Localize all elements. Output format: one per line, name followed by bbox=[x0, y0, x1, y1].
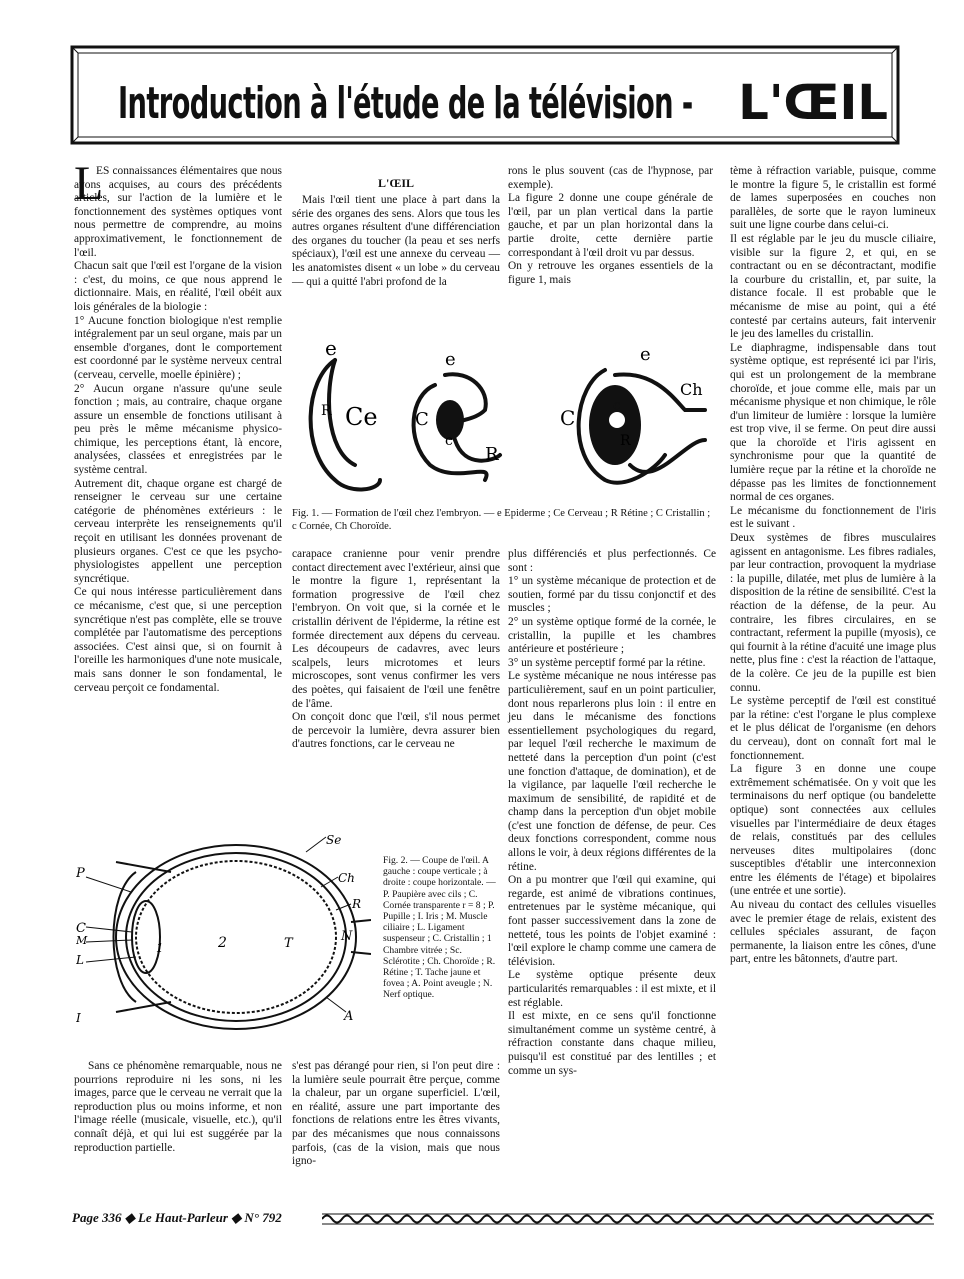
fig2-label-c: C bbox=[76, 921, 86, 936]
column-1-text: ES connaissances élémentaires que nous avons acquises, au cours des précédents articles, sur l'action de la lumière et le fonctionnement des systèmes optiques vont nous permettre de comprendre, au moins approximativement, le fonctionnement de l'œil. Chacun sait que l'œil est l'organe de la vision : c'est, du moins, ce que nous apprend le dictionnaire. Mais, en réalité, l'œil obéit aux lois générales de la biologie : 1° Aucune fonction biologique n'est remplie intégralement par un seul organe, mais par un ensemble d'organes, dont le comportement est coordonné par le système nerveux central (cerveau, cervelle, moelle épinière) ; 2° Aucun organe n'assure qu'une seule fonction ; mais, au contraire, chaque organe assure un ensemble de fonctions utilisant à peu près le même mécanisme physico-chimique, les perceptions étant, là encore, analysées, classées et enregistrées par le système central. Autrement dit, chaque organe est chargé de renseigner le cerveau sur une certaine catégorie de phénomènes extérieurs : le cerveau interprète les renseignements qu'il reçoit en utilisant les données provenant de plusieurs organes. C'est ce que les psycho-physiologistes appellent une perception syncrétique. Ce qui nous intéresse particulièrement dans ce mécanisme, c'est que, si une perception syncrétique n'est pas complète, elle se trouve complétée par l'automatisme des perceptions associées. C'est ainsi que, si on fournit à l'oreille les harmoniques d'une note musicale, mais sans donner le son fondamental, le cerveau perçoit ce fondamental. bbox=[74, 165, 282, 694]
fig2-label-r: R bbox=[352, 897, 362, 911]
fig2-label-se: Se bbox=[326, 833, 342, 847]
fig1-label-e3: e bbox=[640, 344, 651, 365]
fig1-label-ce: Ce bbox=[345, 403, 378, 431]
column-3-top-text: rons le plus souvent (cas de l'hypnose, par exemple). La figure 2 donne une coupe générale de l'œil, par un plan vertical dans la partie gauche, et par un plan horizontal dans la partie droite, cette dernière partie correspondant à l'œil droit vu par dessus. On y retrouve les organes essentiels de la figure 1, mais bbox=[508, 165, 713, 286]
fig2-label-l: L bbox=[76, 953, 84, 967]
column-2-mid-text: carapace cranienne pour venir prendre contact directement avec l'extérieur, ainsi que le montre la figure 1, représentant la formation progressive de l'œil chez l'embryon. On voit que, si la cornée et le cristallin dérivent de l'épiderme, la rétine est formée directement aux dépens du cerveau. Les découpeurs de cadavres, avec leurs scalpels, leurs microtomes et leurs microscopes, sont venus confirmer les vers des poètes, qui faisaient de l'œil une fenêtre de l'âme. On conçoit donc que l'œil, s'il nous permet de percevoir la lumière, devra assurer bien d'autres fonctions, car le cerveau ne bbox=[292, 548, 500, 751]
section-heading: L'ŒIL bbox=[377, 176, 414, 190]
fig1-label-e: e bbox=[325, 336, 337, 360]
footer-diamond-icon: ◆ bbox=[231, 1210, 242, 1225]
fig2-label-i: I bbox=[76, 1011, 81, 1025]
title-main: Introduction à l'étude de la télévision - bbox=[118, 77, 693, 129]
fig1-label-e2: e bbox=[445, 349, 456, 370]
column-3-mid-text: plus différenciés et plus perfectionnés. Ce sont : 1° un système mécanique de protection et de soutien, formé par du tissu conjonctif et des muscles ; 2° un système optique formé de la cornée, le cristallin, la pupille et les chambres antérieure et postérieure ; 3° un système perceptif formé par la rétine. Le système mécanique ne nous intéresse pas particulièrement, sauf en un point particulier, dont nous reparlerons plus loin : il entre en jeu dans le mécanisme des fonctions essentiellement psychologiques du regard, par lequel l'œil recherche le maximum de netteté dans la perception d'un point (c'est une fonction d'attaque, de domination), et de la vigilance, par laquelle l'œil recherche le maximum de sensibilité, de rapidité et de champ dans la perception d'un objet mobile (c'est une fonction de défense, de peur. Ces deux fonctions correspondent, comme nous allons le voir, à deux régions différentes de la rétine. On a pu montrer que l'œil qui examine, qui regarde, est animé de vibrations continues, entretenues par le système mécanique, qui font passer successivement dans la zone de netteté, tous les points de l'objet examiné : l'œil explore le champ comme une camera de télévision. Le système optique présente deux particularités remarquables : il est mixte, et il est réglable. Il est mixte, en ce sens qu'il fonctionne simultanément comme un système centré, à réfraction constante dans chaque milieu, puisqu'il est constitué par des lentilles ; et comme un sys- bbox=[508, 548, 716, 1077]
page-title bbox=[118, 58, 888, 148]
fig2-label-p: P bbox=[76, 866, 85, 881]
drop-cap: L bbox=[74, 157, 104, 210]
figure-1-embryo-eye bbox=[295, 330, 715, 505]
fig1-label-c3: C bbox=[560, 406, 576, 430]
figure-2-caption: Fig. 2. — Coupe de l'œil. A gauche : coupe verticale ; à droite : coupe horizontale. — P. Paupière avec cils ; C. Cornée transparente r = 8 ; P. Pupille ; I. Iris ; M. Muscle ciliaire ; L. Ligament suspenseur ; C. Cristallin ; 1 Chambre vitrée ; Sc. Sclérotite ; Ch. Choroïde ; R. Rétine ; T. Tache jaune et fovea ; A. Point aveugle ; N. Nerf optique. bbox=[383, 855, 496, 1001]
fig1-label-r3: R bbox=[620, 433, 631, 449]
fig1-label-c2: c bbox=[445, 433, 453, 449]
figure-2-eye-section bbox=[76, 832, 371, 1037]
footer-magazine: Le Haut-Parleur bbox=[137, 1210, 228, 1225]
column-4-text: tème à réfraction variable, puisque, comme le montre la figure 5, le cristallin est formé de lames superposées en couches non parallèles, de sorte que le rayon lumineux suit une ligne courbe dans celui-ci. Il est réglable par le jeu du muscle ciliaire, visible sur la figure 2, et qui, en se contractant ou en se décontractant, modifie la courbure du cristallin, et, par suite, la distance focale. Il est probable que le mécanisme de mise au point, qui a été contesté par certains auteurs, fait intervenir le jeu des lamelles du cristallin. Le diaphragme, indispensable dans tout système optique, est représenté ici par l'iris, qui est un prolongement de la membrane choroïde, et joue comme elle, mais par un mécanisme physique et non chimique, le rôle d'un limiteur de lumière : lorsque la lumière est trop vive, il se ferme. On peut dire aussi que la choroïde et l'iris agissent en synchronisme pour que la quantité de lumière reçue par la rétine et la choroïde ne dépasse pas les limites de fonctionnement normal de ces organes. Le mécanisme du fonctionnement de l'iris est le suivant . Deux systèmes de fibres musculaires agissent en antagonisme. Les fibres radiales, par leur contraction, provoquent la mydriase : la pupille, dilatée, met plus de lumière à la disposition de la rétine de sensibilité. C'est la réaction de la défense, de la peur. Au contraire, les fibres circulaires, en se contractant, referment la pupille (myosis), ce qui fournit à la rétine d'acuité une image plus nette, plus fine : c'est la réaction de l'attaque, de la colère. Ce jeu de la pupille est bien connu. Le système perceptif de l'œil est constitué par la rétine: c'est l'organe le plus complexe et le plus délicat de l'organisme (en dehors du cerveau), dont on connaît fort mal le fonctionnement. La figure 3 en donne une coupe extrêmement schématisée. On y voit que les terminaisons du nerf optique (ou bandelette optique) sont connectées aux cellules visuelles par l'intermédiaire de deux étages de relais, constitués par des cellules nerveuses dites multipolaires (donc susceptibles d'établir une interconnexion entre les éléments de l'étage) et bipolaires (une entrée et une sortie). Au niveau du contact des cellules visuelles avec le premier étage de relais, existent des cellules spéciales assurant, de façon permanente, la liaison entre les cônes, d'une part, entre les bâtonnets, d'autre part. bbox=[730, 165, 936, 966]
footer-page: Page 336 bbox=[72, 1210, 122, 1225]
footer bbox=[72, 1210, 282, 1226]
fig2-label-t: T bbox=[284, 936, 293, 951]
fig1-label-r2: R bbox=[485, 444, 499, 465]
fig2-label-m: M bbox=[76, 934, 88, 947]
fig2-label-n: N bbox=[341, 929, 353, 944]
column-2-top-text: Mais l'œil tient une place à part dans la série des organes des sens. Alors que tous les autres organes résultent d'une différenciation des organes du toucher (la peau et ses nerfs spéciaux), l'œil est une annexe du cerveau — les anatomistes disent « un lobe » du cerveau — qui a quitté l'abri profond de la bbox=[292, 194, 500, 288]
fig2-label-2: 2 bbox=[218, 935, 227, 951]
footer-diamond-icon: ◆ bbox=[124, 1210, 135, 1225]
figure-1-caption: Fig. 1. — Formation de l'œil chez l'embryon. — e Epiderme ; Ce Cerveau ; R Rétine ; C Cristallin ; c Cornée, Ch Choroïde. bbox=[292, 508, 711, 532]
fig2-label-ch: Ch bbox=[338, 871, 355, 885]
fig1-label-r: R bbox=[321, 403, 332, 419]
fig1-label-c: C bbox=[415, 409, 429, 430]
column-1-bottom-text: Sans ce phénomène remarquable, nous ne pourrions reproduire ni les sons, ni les images, parce que le cerveau ne verrait que la reproduction plus ou moins informe, et non l'image réelle (musicale, visuelle, etc.), qu'il connaît déjà, et qui lui est suggérée par la reproduction partielle. bbox=[74, 1060, 282, 1154]
column-2-bottom-text: s'est pas dérangé pour rien, si l'on peut dire : la lumière seule pourrait être perçue, comme la chaleur, par un organe superficiel. L'œil, en réalité, assure une part importante des fonctions de relations entre les êtres vivants, par des mécanismes que nous connaissons parfois, (cas de la vision, mais que nous igno- bbox=[292, 1060, 500, 1168]
footer-rule bbox=[322, 1212, 937, 1226]
fig2-label-1: 1 bbox=[156, 941, 164, 955]
fig1-label-ch: Ch bbox=[680, 380, 703, 399]
title-subject: L'ŒIL bbox=[738, 75, 888, 131]
footer-issue: N° 792 bbox=[244, 1210, 282, 1225]
fig1-label-c4: c bbox=[613, 398, 621, 414]
fig2-label-a: A bbox=[344, 1009, 354, 1024]
